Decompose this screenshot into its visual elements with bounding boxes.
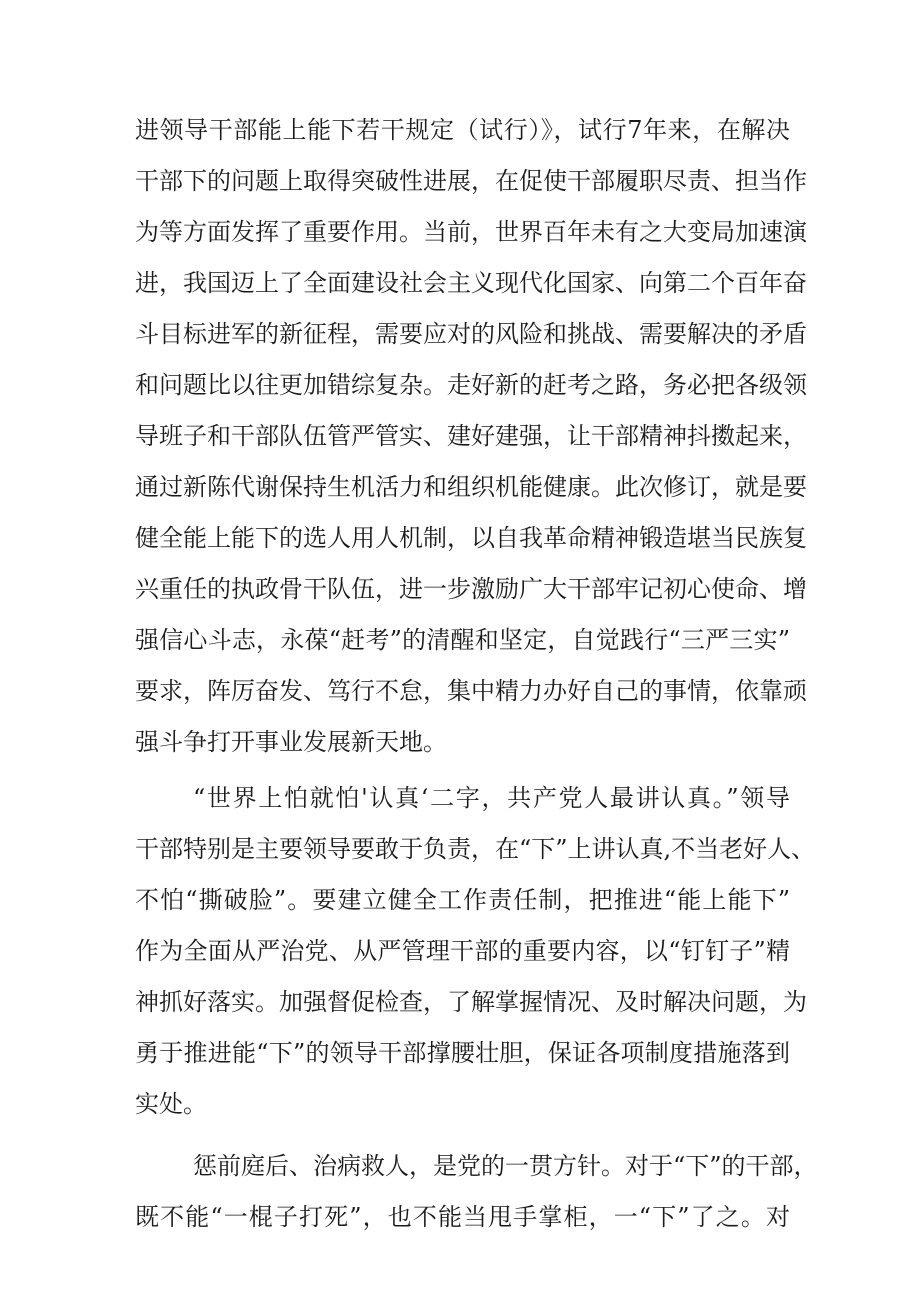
paragraph-1-line-6: 和问题比以往更加错综复杂。走好新的赶考之路，务必把各级领 xyxy=(135,371,807,399)
paragraph-2-line-6: 勇于推进能“下”的领导干部撑腰壮胆，保证各项制度措施落到 xyxy=(135,1039,790,1067)
paragraph-2-line-1: “世界上怕就怕'认真‘二字，共产党人最讲认真。”领导 xyxy=(193,784,790,812)
paragraph-2-line-7: 实处。 xyxy=(135,1090,207,1118)
paragraph-1-line-11: 强信心斗志，永葆“赶考”的清醒和坚定，自觉践行“三严三实” xyxy=(135,626,790,654)
paragraph-3-line-2: 既不能“一棍子打死”，也不能当甩手掌柜，一“下”了之。对 xyxy=(135,1203,790,1231)
paragraph-2-line-5: 神抓好落实。加强督促检查，了解掌握情况、及时解决问题，为 xyxy=(135,988,807,1016)
paragraph-1-line-5: 斗目标进军的新征程，需要应对的风险和挑战、需要解决的矛盾 xyxy=(135,320,807,348)
paragraph-2-line-2: 干部特别是主要领导要敢于负责，在“下”上讲认真,不当老好人、 xyxy=(135,835,816,863)
paragraph-2-line-4: 作为全面从严治党、从严管理干部的重要内容，以“钉钉子”精 xyxy=(135,937,790,965)
paragraph-1-line-12: 要求，阵厉奋发、笃行不怠，集中精力办好自己的事情，依靠顽 xyxy=(135,677,807,705)
paragraph-1-line-8: 通过新陈代谢保持生机活力和组织机能健康。此次修订，就是要 xyxy=(135,473,807,501)
paragraph-3-line-1: 惩前庭后、治病救人，是党的一贯方针。对于“下”的干部， xyxy=(193,1152,818,1180)
paragraph-1-line-10: 兴重任的执政骨干队伍，进一步激励广大干部牢记初心使命、增 xyxy=(135,575,807,603)
paragraph-1-line-3: 为等方面发挥了重要作用。当前，世界百年未有之大变局加速演 xyxy=(135,218,807,246)
paragraph-1-line-7: 导班子和干部队伍管严管实、建好建强，让干部精神抖擞起来， xyxy=(135,422,807,450)
paragraph-1-line-13: 强斗争打开事业发展新天地。 xyxy=(135,728,447,756)
paragraph-1-line-9: 健全能上能下的选人用人机制，以自我革命精神锻造堪当民族复 xyxy=(135,524,807,552)
paragraph-1-line-4: 进，我国迈上了全面建设社会主义现代化国家、向第二个百年奋 xyxy=(135,269,807,297)
paragraph-1-line-1: 进领导干部能上能下若干规定（试行）》，试行7年来，在解决 xyxy=(135,116,790,144)
paragraph-2-line-3: 不怕“撕破脸”。要建立健全工作责任制，把推进“能上能下” xyxy=(135,886,790,914)
paragraph-1-line-2: 干部下的问题上取得突破性进展，在促使干部履职尽责、担当作 xyxy=(135,167,807,195)
